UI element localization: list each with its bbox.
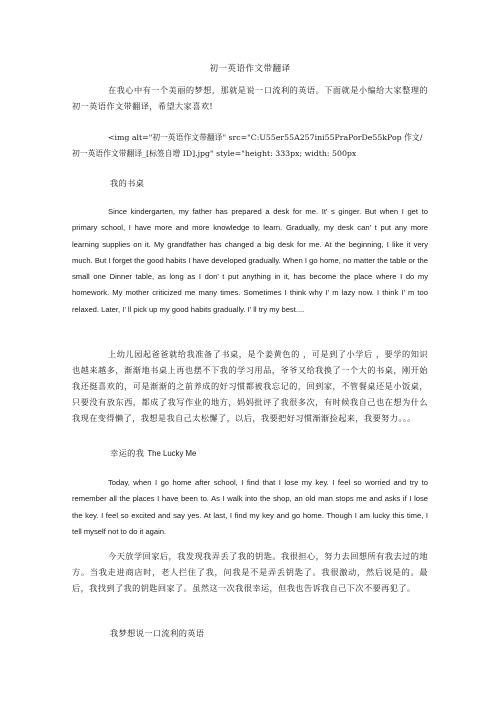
desk-chinese-paragraph: 上幼儿园起爸爸就给我准备了书桌，是个姜黄色的 ，可是到了小学后 ，要学的知识也越来越多，渐渐地书桌上再也摆不下我的学习用品，爷爷又给我换了一个大的书桌，刚开始我还挺喜欢的，可是渐渐的之前养成的好习惯都被我忘记的，回到家，不管餐桌还是小饭桌，只要没有放东西，都成了我写作业的地方，妈妈批评了我很多次，有时候我自己也在想为什么我现在变得懒了，我想是我自己太松懈了，以后，我要把好习惯渐渐捡起来，我要努力。。。 <box>72 349 428 423</box>
section-heading-fluent-english: 我梦想说一口流利的英语 <box>110 628 205 638</box>
image-code-text: <img alt="初一英语作文带翻译" src="C:U55er55A257ini55PraPorDe55kPop 作文/初一英语作文带翻译_[标签自增 ID].jpg" style="height: 333px; width: 500px <box>72 133 423 158</box>
lucky-english-paragraph: Today, when I go home after school, I find that I lose my key. I feel so worried and try to remember all the places I have been to. As I walk into the shop, an old man stops me and asks if I lose the key. I feel so excited and say yes. At last, I find my key and go home. Though I am lucky this time, I tell myself not to do it again. <box>72 478 428 536</box>
intro-paragraph: 在我心中有一个美丽的梦想，那就是说一口流利的英语。下面就是小编给大家整理的初一英语作文带翻译，希望大家喜欢! <box>72 85 428 111</box>
lucky-chinese-paragraph: 今天放学回家后，我发现我弄丢了我的钥匙。我很担心，努力去回想所有我去过的地方。当我走进商店时，老人拦住了我，问我是不是弄丢钥匙了。我很激动，然后说是的。最后，我找到了我的钥匙回家了。虽然这一次我很幸运，但我也告诉我自己下次不要再犯了。 <box>72 551 428 593</box>
section-heading-lucky <box>110 448 196 459</box>
section-heading-desk: 我的书桌 <box>110 178 145 188</box>
desk-english-paragraph: Since kindergarten, my father has prepared a desk for me. It’ s ginger. But when I get to primary school, I have more and more knowledge to learn. Gradually, my desk can’ t put any more learning supplies on it. My grandfather has changed a big desk for me. At the beginning, I like it very much. But I forget the good habits I have developed gradually. When I go home, no matter the table or the small one Dinner table, as long as I don’ t put anything in it, has become the place where I do my homework. My mother criticized me many times. Sometimes I think why I’ m lazy now. I think I’ m too relaxed. Later, I’ ll pick up my good habits gradually. I’ ll try my best.... <box>72 207 428 314</box>
lucky-heading-zh: 幸运的我 <box>110 448 145 458</box>
document-title: 初一英语作文带翻译 <box>209 64 291 74</box>
lucky-heading-en: The Lucky Me <box>147 449 197 458</box>
